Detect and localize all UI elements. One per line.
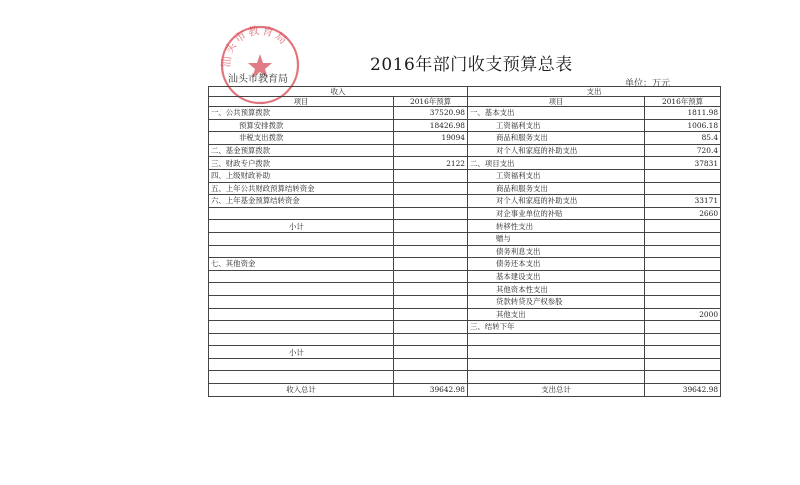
expense-value-cell bbox=[645, 283, 721, 296]
income-item-cell: 收入总计 bbox=[209, 384, 394, 397]
expense-item-cell: 对企事业单位的补贴 bbox=[468, 207, 645, 220]
income-item-cell bbox=[209, 270, 394, 283]
income-value-cell bbox=[394, 371, 468, 384]
table-row bbox=[209, 107, 721, 120]
table-row bbox=[209, 346, 721, 359]
organization-name: 汕头市教育局 bbox=[228, 74, 288, 85]
unit-label: 单位：万元 bbox=[625, 79, 671, 89]
expense-value-cell: 2000 bbox=[645, 308, 721, 321]
income-item-cell bbox=[209, 283, 394, 296]
income-item-cell bbox=[209, 371, 394, 384]
expense-item-cell: 三、结转下年 bbox=[468, 321, 645, 334]
table-row bbox=[209, 308, 721, 321]
expense-item-cell: 贷款转贷及产权参股 bbox=[468, 295, 645, 308]
table-row bbox=[209, 321, 721, 334]
expense-header: 支出 bbox=[468, 87, 721, 97]
expense-value-cell: 37831 bbox=[645, 157, 721, 170]
table-row bbox=[209, 157, 721, 170]
table-row bbox=[209, 283, 721, 296]
table-row bbox=[209, 333, 721, 346]
income-value-cell: 39642.98 bbox=[394, 384, 468, 397]
svg-text:汕头市教育局 bbox=[219, 23, 291, 68]
income-item-header: 项目 bbox=[209, 97, 394, 107]
income-value-cell bbox=[394, 321, 468, 334]
expense-item-header: 项目 bbox=[468, 97, 645, 107]
expense-item-cell bbox=[468, 333, 645, 346]
expense-budget-header: 2016年预算 bbox=[645, 97, 721, 107]
income-value-cell: 19094 bbox=[394, 132, 468, 145]
income-value-cell bbox=[394, 358, 468, 371]
income-item-cell bbox=[209, 232, 394, 245]
income-budget-header: 2016年预算 bbox=[394, 97, 468, 107]
expense-value-cell: 1006.18 bbox=[645, 119, 721, 132]
income-value-cell bbox=[394, 333, 468, 346]
expense-value-cell bbox=[645, 321, 721, 334]
income-value-cell bbox=[394, 346, 468, 359]
expense-value-cell bbox=[645, 295, 721, 308]
income-header: 收入 bbox=[209, 87, 468, 97]
expense-item-cell: 对个人和家庭的补助支出 bbox=[468, 144, 645, 157]
expense-item-cell: 商品和服务支出 bbox=[468, 182, 645, 195]
table-row bbox=[209, 245, 721, 258]
table-row bbox=[209, 195, 721, 208]
expense-item-cell bbox=[468, 346, 645, 359]
expense-value-cell: 33171 bbox=[645, 195, 721, 208]
expense-item-cell: 二、项目支出 bbox=[468, 157, 645, 170]
income-value-cell bbox=[394, 308, 468, 321]
income-item-cell: 四、上级财政补助 bbox=[209, 169, 394, 182]
expense-value-cell bbox=[645, 258, 721, 271]
expense-value-cell: 39642.98 bbox=[645, 384, 721, 397]
expense-item-cell: 其他资本性支出 bbox=[468, 283, 645, 296]
income-item-cell: 非税支出拨款 bbox=[209, 132, 394, 145]
income-item-cell: 六、上年基金预算结转资金 bbox=[209, 195, 394, 208]
table-row bbox=[209, 169, 721, 182]
expense-item-cell bbox=[468, 358, 645, 371]
income-item-cell bbox=[209, 333, 394, 346]
expense-value-cell bbox=[645, 346, 721, 359]
expense-value-cell: 85.4 bbox=[645, 132, 721, 145]
income-value-cell bbox=[394, 220, 468, 233]
income-value-cell bbox=[394, 207, 468, 220]
expense-value-cell bbox=[645, 169, 721, 182]
income-item-cell bbox=[209, 245, 394, 258]
income-value-cell bbox=[394, 169, 468, 182]
income-item-cell bbox=[209, 308, 394, 321]
income-value-cell bbox=[394, 182, 468, 195]
expense-item-cell: 债务还本支出 bbox=[468, 258, 645, 271]
table-row bbox=[209, 371, 721, 384]
expense-item-cell: 转移性支出 bbox=[468, 220, 645, 233]
expense-value-cell: 720.4 bbox=[645, 144, 721, 157]
expense-value-cell bbox=[645, 245, 721, 258]
income-value-cell: 37520.98 bbox=[394, 107, 468, 120]
income-value-cell bbox=[394, 232, 468, 245]
budget-table bbox=[208, 86, 721, 397]
income-value-cell bbox=[394, 258, 468, 271]
expense-value-cell bbox=[645, 371, 721, 384]
income-item-cell: 二、基金预算拨款 bbox=[209, 144, 394, 157]
income-item-cell: 小计 bbox=[209, 220, 394, 233]
expense-value-cell bbox=[645, 358, 721, 371]
seal-text: 汕头市教育局 bbox=[219, 23, 291, 69]
expense-item-cell bbox=[468, 371, 645, 384]
expense-value-cell bbox=[645, 270, 721, 283]
table-row bbox=[209, 119, 721, 132]
expense-value-cell bbox=[645, 220, 721, 233]
expense-item-cell: 基本建设支出 bbox=[468, 270, 645, 283]
income-item-cell bbox=[209, 207, 394, 220]
table-row bbox=[209, 270, 721, 283]
income-item-cell: 预算安排拨款 bbox=[209, 119, 394, 132]
expense-item-cell: 商品和服务支出 bbox=[468, 132, 645, 145]
table-row bbox=[209, 232, 721, 245]
table-row bbox=[209, 207, 721, 220]
expense-value-cell bbox=[645, 232, 721, 245]
income-value-cell bbox=[394, 195, 468, 208]
table-row bbox=[209, 295, 721, 308]
income-item-cell: 一、公共预算拨款 bbox=[209, 107, 394, 120]
expense-item-cell: 支出总计 bbox=[468, 384, 645, 397]
expense-value-cell: 2660 bbox=[645, 207, 721, 220]
expense-item-cell: 债务利息支出 bbox=[468, 245, 645, 258]
table-row bbox=[209, 182, 721, 195]
expense-item-cell: 其他支出 bbox=[468, 308, 645, 321]
expense-item-cell: 赠与 bbox=[468, 232, 645, 245]
income-item-cell bbox=[209, 358, 394, 371]
income-value-cell bbox=[394, 245, 468, 258]
table-row bbox=[209, 384, 721, 397]
income-item-cell: 三、财政专户拨款 bbox=[209, 157, 394, 170]
income-value-cell bbox=[394, 295, 468, 308]
table-row bbox=[209, 358, 721, 371]
expense-item-cell: 一、基本支出 bbox=[468, 107, 645, 120]
income-value-cell bbox=[394, 270, 468, 283]
table-row bbox=[209, 132, 721, 145]
table-row bbox=[209, 258, 721, 271]
income-item-cell bbox=[209, 295, 394, 308]
income-value-cell: 2122 bbox=[394, 157, 468, 170]
income-value-cell bbox=[394, 144, 468, 157]
income-item-cell: 小计 bbox=[209, 346, 394, 359]
expense-item-cell: 对个人和家庭的补助支出 bbox=[468, 195, 645, 208]
income-item-cell: 七、其他资金 bbox=[209, 258, 394, 271]
table-row bbox=[209, 144, 721, 157]
income-item-cell: 五、上年公共财政预算结转资金 bbox=[209, 182, 394, 195]
expense-value-cell bbox=[645, 333, 721, 346]
page-title: 2016年部门收支预算总表 bbox=[370, 55, 573, 75]
table-row bbox=[209, 220, 721, 233]
expense-value-cell bbox=[645, 182, 721, 195]
income-value-cell bbox=[394, 283, 468, 296]
expense-item-cell: 工资福利支出 bbox=[468, 119, 645, 132]
income-item-cell bbox=[209, 321, 394, 334]
income-value-cell: 18426.98 bbox=[394, 119, 468, 132]
expense-item-cell: 工资福利支出 bbox=[468, 169, 645, 182]
expense-value-cell: 1811.98 bbox=[645, 107, 721, 120]
